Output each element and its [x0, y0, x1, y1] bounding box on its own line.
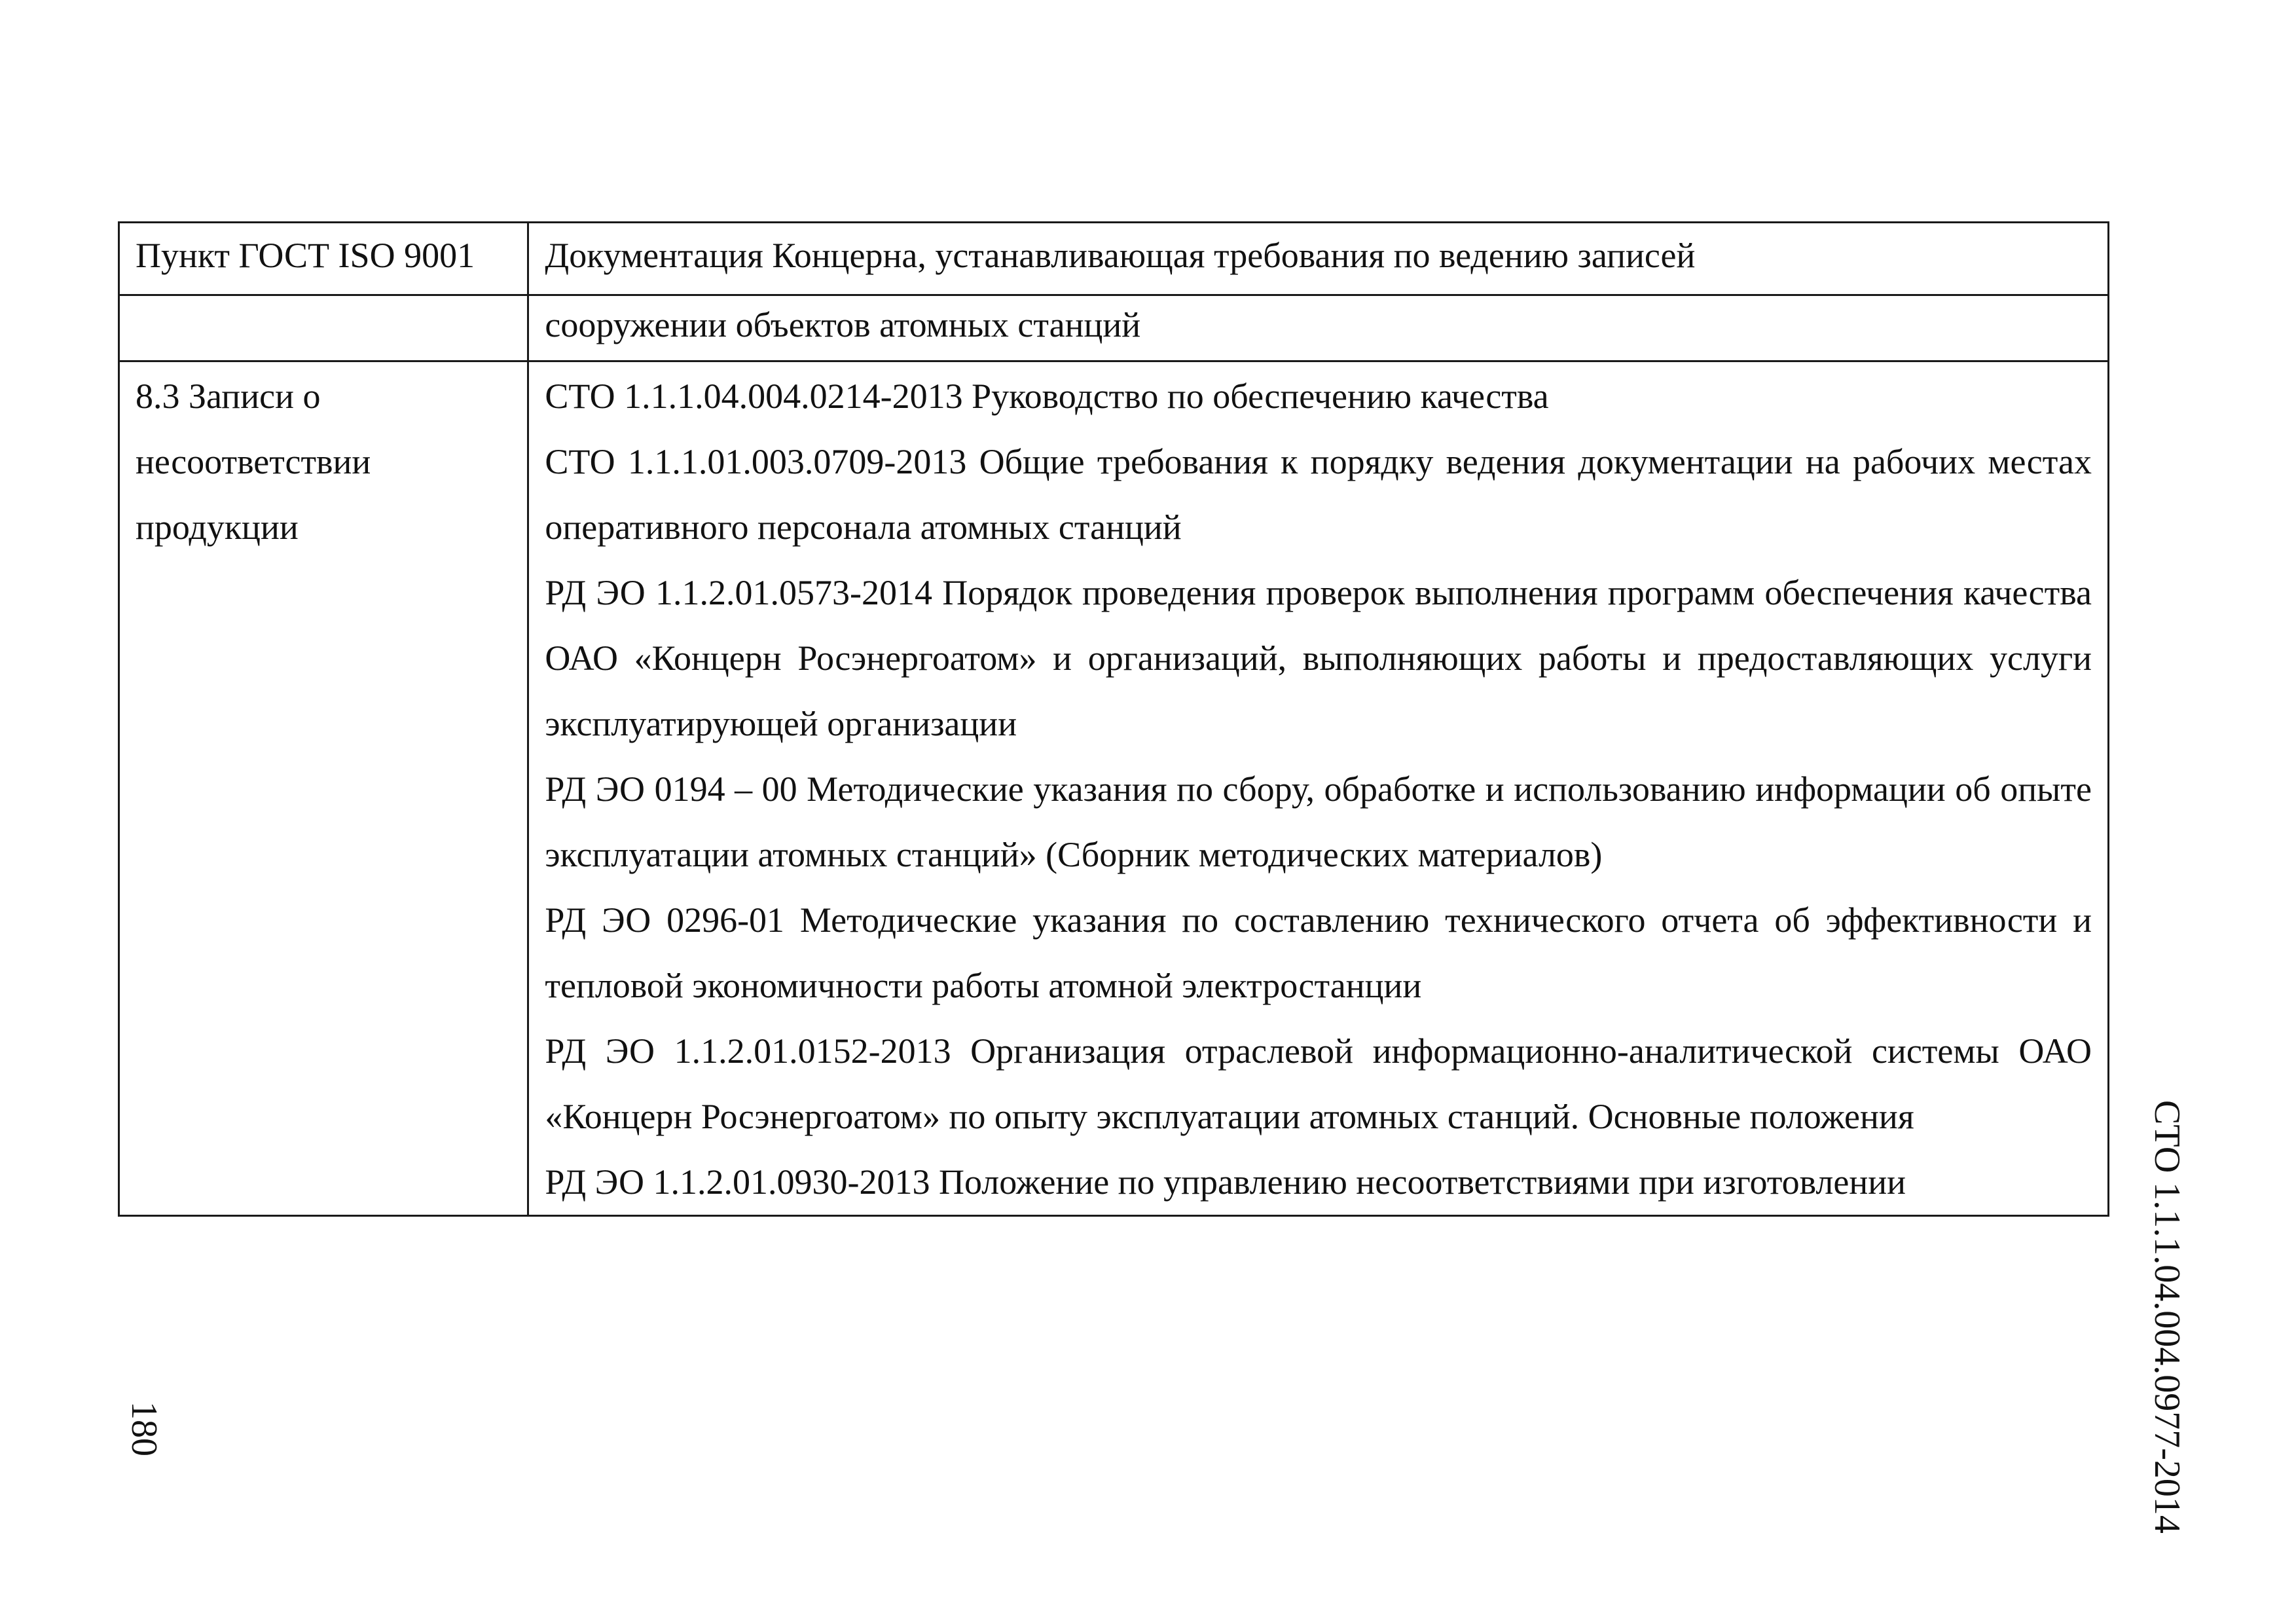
continuation-clause-cell — [119, 295, 528, 361]
document-reference: РД ЭО 1.1.2.01.0152-2013 Организация отраслевой информационно-аналитической системы ОАО «Концерн Росэнергоатом» по опыту эксплуатации атомных станций. Основные положения — [545, 1031, 2092, 1136]
continuation-documentation-cell: сооружении объектов атомных станций — [528, 295, 2109, 361]
table-row — [119, 361, 2109, 1216]
clause-line: несоответствии — [136, 442, 371, 481]
document-reference: РД ЭО 1.1.2.01.0930-2013 Положение по управлению несоответствиями при изготовлении — [545, 1162, 1906, 1202]
document-reference: СТО 1.1.1.01.003.0709-2013 Общие требования к порядку ведения документации на рабочих местах оперативного персонала атомных станций — [545, 442, 2092, 547]
table-continuation-row — [119, 295, 2109, 361]
requirements-table — [118, 221, 2109, 1217]
clause-cell — [119, 361, 528, 1216]
document-reference: СТО 1.1.1.04.004.0214-2013 Руководство по обеспечению качества — [545, 377, 1549, 416]
header-documentation-cell: Документация Концерна, устанавливающая требования по ведению записей — [528, 223, 2109, 295]
documentation-cell — [528, 361, 2109, 1216]
document-reference: РД ЭО 1.1.2.01.0573-2014 Порядок проведения проверок выполнения программ обеспечения качества ОАО «Концерн Росэнергоатом» и организаций, выполняющих работы и предоставляющих услуги эксплуатирующей организации — [545, 573, 2092, 743]
header-clause-cell: Пункт ГОСТ ISO 9001 — [119, 223, 528, 295]
document-reference: РД ЭО 0296-01 Методические указания по составлению технического отчета об эффективности и тепловой экономичности работы атомной электростанции — [545, 900, 2092, 1005]
clause-line: продукции — [136, 507, 299, 547]
page-number: 180 — [124, 1401, 164, 1456]
table-header-row — [119, 223, 2109, 295]
document-reference: РД ЭО 0194 – 00 Методические указания по сбору, обработке и использованию информации об опыте эксплуатации атомных станций» (Сборник методических материалов) — [545, 769, 2092, 874]
document-code: СТО 1.1.1.04.004.0977-2014 — [2147, 1100, 2187, 1534]
clause-line: 8.3 Записи о — [136, 377, 321, 416]
